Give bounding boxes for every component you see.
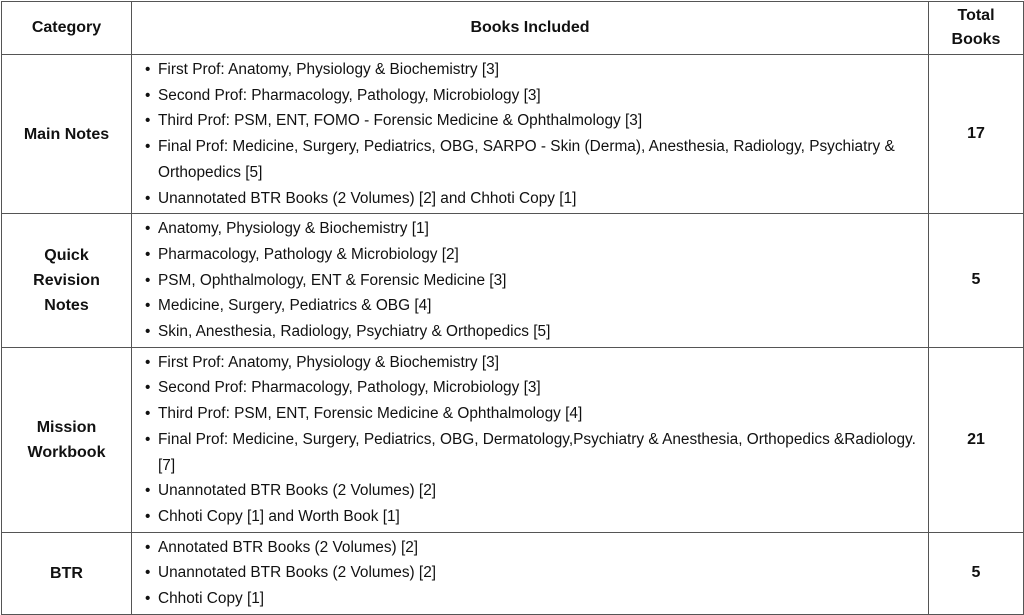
- list-item: • Third Prof: PSM, ENT, FOMO - Forensic Medicine & Ophthalmology [3]: [132, 108, 928, 134]
- books-cell: [132, 214, 929, 348]
- books-list: [132, 55, 928, 213]
- list-item: • Second Prof: Pharmacology, Pathology, Microbiology [3]: [132, 375, 928, 401]
- header-total: Total Books: [929, 2, 1024, 55]
- books-cell: [132, 55, 929, 214]
- list-item: • Unannotated BTR Books (2 Volumes) [2]: [132, 478, 928, 504]
- books-cell: [132, 347, 929, 532]
- books-list: [132, 214, 928, 347]
- list-item: • Chhoti Copy [1]: [132, 586, 928, 612]
- list-item: • Medicine, Surgery, Pediatrics & OBG [4]: [132, 293, 928, 319]
- total-cell: 5: [929, 214, 1024, 348]
- total-cell: 17: [929, 55, 1024, 214]
- header-category: Category: [2, 2, 132, 55]
- table-row: [2, 55, 1024, 214]
- table-row: [2, 347, 1024, 532]
- header-row: [2, 2, 1024, 55]
- category-cell: BTR: [2, 532, 132, 614]
- list-item: • Anatomy, Physiology & Biochemistry [1]: [132, 216, 928, 242]
- list-item: • Annotated BTR Books (2 Volumes) [2]: [132, 535, 928, 561]
- list-item: • Final Prof: Medicine, Surgery, Pediatrics, OBG, Dermatology,Psychiatry & Anesthesia, Orthopedics &Radiology. [7]: [132, 427, 928, 478]
- table-row: [2, 214, 1024, 348]
- books-cell: [132, 532, 929, 614]
- list-item: • First Prof: Anatomy, Physiology & Biochemistry [3]: [132, 57, 928, 83]
- list-item: • Unannotated BTR Books (2 Volumes) [2]: [132, 560, 928, 586]
- list-item: • Pharmacology, Pathology & Microbiology [2]: [132, 242, 928, 268]
- list-item: • Third Prof: PSM, ENT, Forensic Medicine & Ophthalmology [4]: [132, 401, 928, 427]
- list-item: • Chhoti Copy [1] and Worth Book [1]: [132, 504, 928, 530]
- books-list: [132, 533, 928, 614]
- books-table: [1, 1, 1024, 615]
- list-item: • PSM, Ophthalmology, ENT & Forensic Medicine [3]: [132, 268, 928, 294]
- header-books: Books Included: [132, 2, 929, 55]
- list-item: • Unannotated BTR Books (2 Volumes) [2] and Chhoti Copy [1]: [132, 186, 928, 212]
- category-cell: Mission Workbook: [2, 347, 132, 532]
- list-item: • Skin, Anesthesia, Radiology, Psychiatry & Orthopedics [5]: [132, 319, 928, 345]
- category-cell: Main Notes: [2, 55, 132, 214]
- list-item: • First Prof: Anatomy, Physiology & Biochemistry [3]: [132, 350, 928, 376]
- books-list: [132, 348, 928, 532]
- total-cell: 5: [929, 532, 1024, 614]
- category-cell: Quick Revision Notes: [2, 214, 132, 348]
- list-item: • Final Prof: Medicine, Surgery, Pediatrics, OBG, SARPO - Skin (Derma), Anesthesia, Radiology, Psychiatry & Orthopedics [5]: [132, 134, 928, 185]
- list-item: • Second Prof: Pharmacology, Pathology, Microbiology [3]: [132, 83, 928, 109]
- total-cell: 21: [929, 347, 1024, 532]
- table-row: [2, 532, 1024, 614]
